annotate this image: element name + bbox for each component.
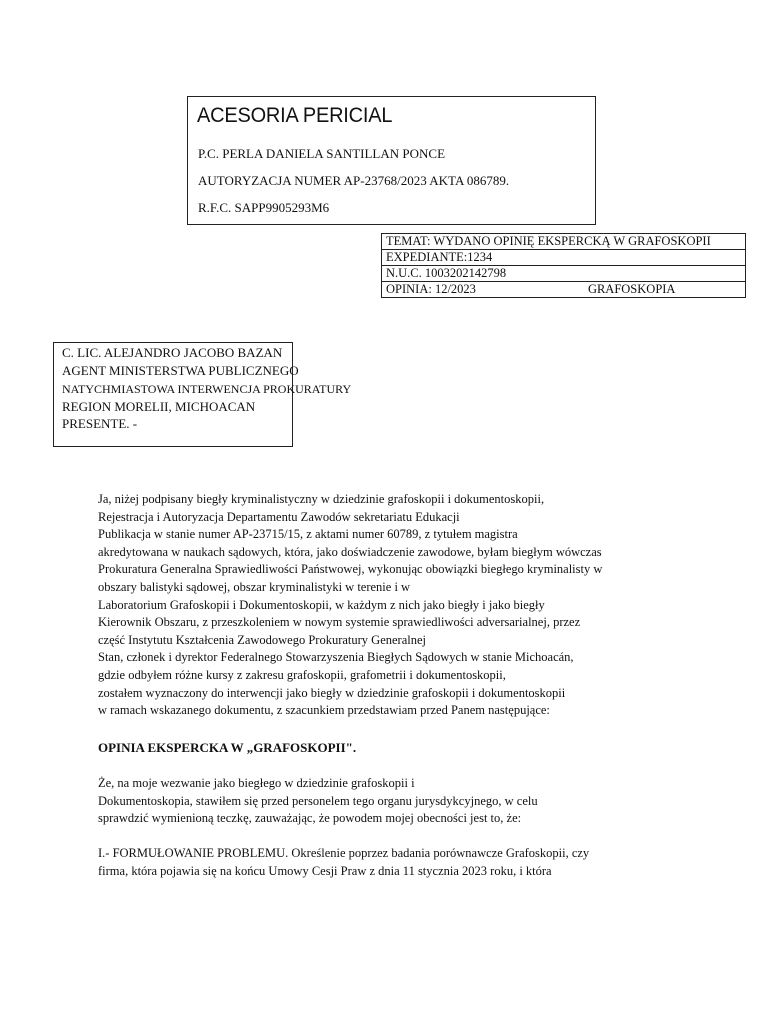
addressee-region: REGION MORELII, MICHOACAN bbox=[62, 399, 256, 414]
paragraph-line: zostałem wyznaczony do interwencji jako biegły w dziedzinie grafoskopii i dokumentoskopii bbox=[98, 685, 566, 700]
rfc-number: R.F.C. SAPP9905293M6 bbox=[198, 200, 330, 215]
expert-name: P.C. PERLA DANIELA SANTILLAN PONCE bbox=[198, 146, 446, 161]
paragraph-line: Rejestracja i Autoryzacja Departamentu Zawodów sekretariatu Edukacji bbox=[98, 509, 460, 524]
paragraph-line: sprawdzić wymienioną teczkę, zauważając, że powodem mojej obecności jest to, że: bbox=[98, 811, 522, 826]
letterhead-box bbox=[187, 96, 596, 225]
paragraph-line: firma, która pojawia się na końcu Umowy Cesji Praw z dnia 11 stycznia 2023 roku, i która bbox=[98, 863, 552, 878]
authorization-number: AUTORYZACJA NUMER AP-23768/2023 AKTA 086789. bbox=[198, 173, 510, 188]
paragraph-line: obszary balistyki sądowej, obszar kryminalistyki w terenie i w bbox=[98, 579, 411, 594]
letterhead-title: ACESORIA PERICIAL bbox=[197, 104, 393, 127]
nuc-cell: N.U.C. 1003202142798 bbox=[382, 266, 746, 282]
addressee-name: C. LIC. ALEJANDRO JACOBO BAZAN bbox=[62, 345, 283, 360]
paragraph-line: Dokumentoskopia, stawiłem się przed personelem tego organu jurysdykcyjnego, w celu bbox=[98, 793, 538, 808]
expediente-cell: EXPEDIANTE:1234 bbox=[382, 250, 746, 266]
opinion-type: GRAFOSKOPIA bbox=[587, 282, 676, 296]
subject-cell: TEMAT: WYDANO OPINIĘ EKSPERCKĄ W GRAFOSKOPII bbox=[382, 234, 746, 250]
addressee-presente: PRESENTE. - bbox=[62, 416, 138, 431]
paragraph-line: Kierownik Obszaru, z przeszkoleniem w nowym systemie sprawiedliwości adversarialnej, przez bbox=[98, 615, 581, 630]
paragraph-line: Że, na moje wezwanie jako biegłego w dziedzinie grafoskopii i bbox=[98, 776, 415, 790]
addressee-position: AGENT MINISTERSTWA PUBLICZNEGO bbox=[62, 363, 299, 378]
table-row bbox=[382, 234, 746, 250]
opinion-cell bbox=[382, 282, 746, 298]
opinion-number: OPINIA: 12/2023 bbox=[386, 282, 476, 296]
appearance-paragraph bbox=[98, 775, 538, 828]
addressee-office: NATYCHMIASTOWA INTERWENCJA PROKURATURY bbox=[62, 382, 352, 396]
addressee-box bbox=[53, 342, 352, 447]
paragraph-line: Stan, członek i dyrektor Federalnego Stowarzyszenia Biegłych Sądowych w stanie Michoacán, bbox=[98, 650, 574, 665]
table-row bbox=[382, 250, 746, 266]
section-heading: OPINIA EKSPERCKA W „GRAFOSKOPII". bbox=[98, 740, 357, 755]
table-row bbox=[382, 266, 746, 282]
paragraph-line: Ja, niżej podpisany biegły kryminalistyczny w dziedzinie grafoskopii i dokumentoskopii, bbox=[98, 492, 545, 506]
intro-paragraph bbox=[98, 491, 698, 720]
paragraph-line: I.- FORMUŁOWANIE PROBLEMU. Określenie poprzez badania porównawcze Grafoskopii, czy bbox=[98, 846, 590, 860]
paragraph-line: Prokuratura Generalna Sprawiedliwości Państwowej, wykonując obowiązki biegłego kryminalisty w bbox=[98, 562, 603, 577]
problem-statement-paragraph bbox=[98, 845, 589, 880]
paragraph-line: część Instytutu Kształcenia Zawodowego Prokuratury Generalnej bbox=[98, 632, 427, 647]
paragraph-line: gdzie odbyłem różne kursy z zakresu grafoskopii, grafometrii i dokumentoskopii, bbox=[98, 667, 506, 682]
paragraph-line: Publikacja w stanie numer AP-23715/15, z aktami numer 60789, z tytułem magistra bbox=[98, 527, 518, 542]
table-row bbox=[382, 282, 746, 298]
paragraph-line: Laboratorium Grafoskopii i Dokumentoskopii, w każdym z nich jako biegły i jako biegły bbox=[98, 597, 545, 612]
paragraph-line: w ramach wskazanego dokumentu, z szacunkiem przedstawiam przed Panem następujące: bbox=[98, 703, 550, 718]
paragraph-line: akredytowana w naukach sądowych, która, jako doświadczenie zawodowe, byłam biegłym wówczas bbox=[98, 544, 602, 559]
reference-table bbox=[381, 233, 746, 298]
